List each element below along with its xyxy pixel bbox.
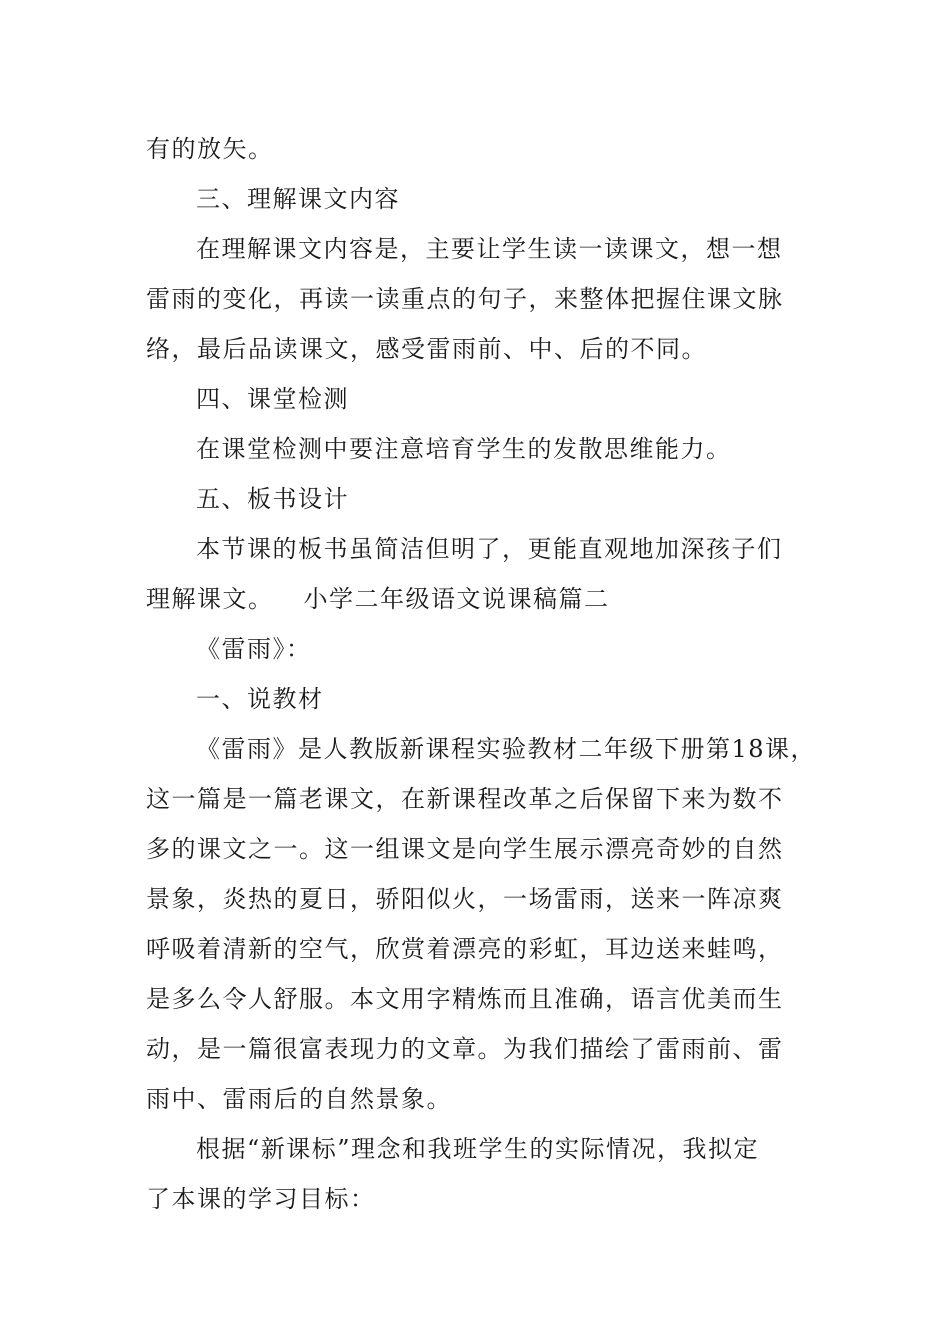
section-heading: 一、说教材 <box>196 685 324 713</box>
text-line: 这一篇是一篇老课文，在新课程改革之后保留下来为数不 <box>146 785 784 813</box>
text-line: 是多么令人舒服。本文用字精炼而且准确，语言优美而生 <box>146 985 784 1013</box>
text-line: 在课堂检测中要注意培育学生的发散思维能力。 <box>196 435 732 463</box>
section-heading: 五、板书设计 <box>196 485 349 513</box>
text-line: 络，最后品读课文，感受雷雨前、中、后的不同。 <box>146 335 707 363</box>
text-line: 雷雨的变化，再读一读重点的句子，来整体把握住课文脉 <box>146 285 784 313</box>
text-line: 雨中、雷雨后的自然景象。 <box>146 1085 452 1113</box>
section-heading: 四、课堂检测 <box>196 385 349 413</box>
text-fragment: 理解课文。 <box>146 585 274 613</box>
section-heading: 三、理解课文内容 <box>196 185 400 213</box>
text-line: 本节课的板书虽简洁但明了，更能直观地加深孩子们 <box>196 535 783 563</box>
text-line: 根据“新课标”理念和我班学生的实际情况，我拟定 <box>196 1135 760 1163</box>
text-line: 动，是一篇很富表现力的文章。为我们描绘了雷雨前、雷 <box>146 1035 784 1063</box>
text-line <box>146 582 826 616</box>
lesson-title: 《雷雨》： <box>196 635 312 663</box>
text-line: 《雷雨》是人教版新课程实验教材二年级下册第18课， <box>196 735 817 763</box>
text-line: 呼吸着清新的空气，欣赏着漂亮的彩虹，耳边送来蛙鸣， <box>146 935 784 963</box>
text-line: 多的课文之一。这一组课文是向学生展示漂亮奇妙的自然 <box>146 835 784 863</box>
text-line: 景象，炎热的夏日，骄阳似火，一场雷雨，送来一阵凉爽 <box>146 885 784 913</box>
text-line: 有的放矢。 <box>146 135 274 163</box>
text-line: 了本课的学习目标： <box>146 1185 376 1213</box>
text-line: 在理解课文内容是，主要让学生读一读课文，想一想 <box>196 235 783 263</box>
article-title: 小学二年级语文说课稿篇二 <box>303 585 610 613</box>
